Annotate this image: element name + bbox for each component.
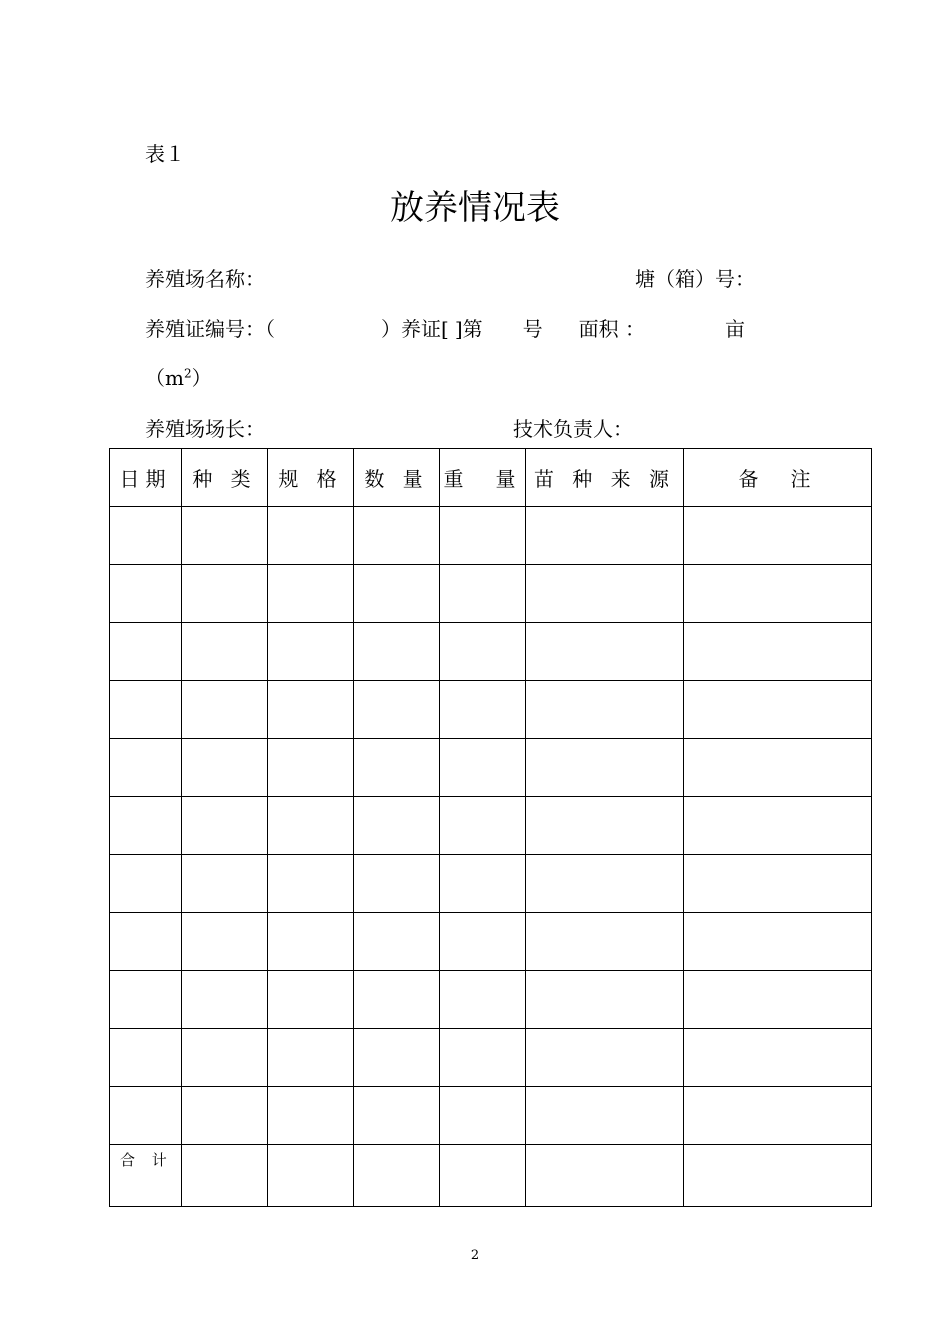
- table-cell[interactable]: [182, 971, 268, 1029]
- table-cell[interactable]: [110, 1029, 182, 1087]
- header-weight: 重 量: [440, 449, 526, 507]
- table-cell[interactable]: [110, 913, 182, 971]
- table-cell[interactable]: [354, 913, 440, 971]
- table-cell[interactable]: [440, 971, 526, 1029]
- table-cell[interactable]: [684, 855, 872, 913]
- table-cell[interactable]: [182, 797, 268, 855]
- table-cell[interactable]: [526, 913, 684, 971]
- table-cell[interactable]: [440, 623, 526, 681]
- table-number-label: 表１: [145, 142, 185, 166]
- table-cell[interactable]: [526, 565, 684, 623]
- table-cell[interactable]: [440, 1087, 526, 1145]
- table-cell[interactable]: [110, 681, 182, 739]
- farm-manager-label: 养殖场场长：: [145, 417, 265, 441]
- table-row: [110, 855, 872, 913]
- table-cell[interactable]: [354, 797, 440, 855]
- total-cell[interactable]: [182, 1145, 268, 1207]
- page-number: 2: [470, 1248, 480, 1263]
- farm-name-label: 养殖场名称：: [145, 267, 265, 291]
- total-cell[interactable]: [354, 1145, 440, 1207]
- table-cell[interactable]: [440, 1029, 526, 1087]
- table-row: [110, 739, 872, 797]
- area-unit-m2: [145, 362, 212, 391]
- header-size: 规 格: [268, 449, 354, 507]
- table-cell[interactable]: [268, 913, 354, 971]
- table-cell[interactable]: [684, 623, 872, 681]
- table-cell[interactable]: [110, 797, 182, 855]
- table-cell[interactable]: [268, 1087, 354, 1145]
- table-cell[interactable]: [684, 1029, 872, 1087]
- area-label: 面积 ：: [578, 317, 645, 341]
- table-cell[interactable]: [440, 797, 526, 855]
- table-header-row: [110, 449, 872, 507]
- table-cell[interactable]: [268, 971, 354, 1029]
- table-cell[interactable]: [182, 681, 268, 739]
- pond-number-label: 塘（箱）号：: [635, 267, 755, 291]
- table-cell[interactable]: [110, 507, 182, 565]
- area-unit-m2-close: ）: [191, 366, 212, 390]
- table-row: [110, 1087, 872, 1145]
- table-cell[interactable]: [182, 565, 268, 623]
- table-cell[interactable]: [268, 623, 354, 681]
- total-cell[interactable]: [526, 1145, 684, 1207]
- table-cell[interactable]: [354, 565, 440, 623]
- total-label: 合 计: [110, 1145, 182, 1207]
- release-table: [109, 448, 872, 1207]
- table-body: [110, 507, 872, 1207]
- table-row: [110, 623, 872, 681]
- table-row: [110, 565, 872, 623]
- table-row: [110, 1029, 872, 1087]
- table-cell[interactable]: [182, 507, 268, 565]
- table-cell[interactable]: [440, 565, 526, 623]
- table-cell[interactable]: [268, 739, 354, 797]
- header-remarks: 备 注: [684, 449, 872, 507]
- tech-lead-label: 技术负责人：: [513, 417, 633, 441]
- table-cell[interactable]: [354, 855, 440, 913]
- table-cell[interactable]: [268, 855, 354, 913]
- table-cell[interactable]: [440, 739, 526, 797]
- table-row: [110, 507, 872, 565]
- table-cell[interactable]: [526, 855, 684, 913]
- table-cell[interactable]: [440, 507, 526, 565]
- table-cell[interactable]: [110, 565, 182, 623]
- total-row: [110, 1145, 872, 1207]
- area-unit-mu: 亩: [724, 317, 745, 341]
- table-cell[interactable]: [110, 739, 182, 797]
- license-number-suffix: 号: [522, 317, 543, 341]
- table-cell[interactable]: [526, 1087, 684, 1145]
- table-row: [110, 681, 872, 739]
- table-cell[interactable]: [182, 1029, 268, 1087]
- table-cell[interactable]: [110, 623, 182, 681]
- table-cell[interactable]: [526, 1029, 684, 1087]
- table-cell[interactable]: [526, 507, 684, 565]
- table-cell[interactable]: [110, 855, 182, 913]
- table-cell[interactable]: [684, 913, 872, 971]
- table-cell[interactable]: [354, 681, 440, 739]
- table-cell[interactable]: [268, 565, 354, 623]
- table-cell[interactable]: [526, 971, 684, 1029]
- document-title: 放养情况表: [390, 188, 560, 228]
- area-unit-m2-open: （m: [145, 366, 184, 390]
- header-date: 日期: [110, 449, 182, 507]
- table-cell[interactable]: [110, 1087, 182, 1145]
- table-cell[interactable]: [182, 913, 268, 971]
- table-cell[interactable]: [684, 681, 872, 739]
- table-cell[interactable]: [440, 855, 526, 913]
- table-cell[interactable]: [354, 971, 440, 1029]
- table-cell[interactable]: [354, 739, 440, 797]
- header-quantity: 数 量: [354, 449, 440, 507]
- table-row: [110, 797, 872, 855]
- table-cell[interactable]: [526, 739, 684, 797]
- table-cell[interactable]: [354, 507, 440, 565]
- table-cell[interactable]: [268, 1029, 354, 1087]
- table-cell[interactable]: [684, 971, 872, 1029]
- total-cell[interactable]: [440, 1145, 526, 1207]
- table-cell[interactable]: [354, 1087, 440, 1145]
- table-cell[interactable]: [684, 797, 872, 855]
- table-cell[interactable]: [268, 797, 354, 855]
- table-cell[interactable]: [354, 1029, 440, 1087]
- table-row: [110, 971, 872, 1029]
- table-cell[interactable]: [182, 855, 268, 913]
- table-cell[interactable]: [182, 623, 268, 681]
- table-cell[interactable]: [182, 1087, 268, 1145]
- table-cell[interactable]: [526, 681, 684, 739]
- license-bracket-label: ]第: [454, 317, 483, 341]
- table-cell[interactable]: [684, 507, 872, 565]
- table-cell[interactable]: [268, 507, 354, 565]
- license-number-label: 养殖证编号：（: [145, 317, 275, 341]
- header-seed-source: 苗 种 来 源: [526, 449, 684, 507]
- table-cell[interactable]: [354, 623, 440, 681]
- table-cell[interactable]: [440, 913, 526, 971]
- license-number-line: [145, 313, 745, 342]
- table-cell[interactable]: [684, 565, 872, 623]
- table-cell[interactable]: [440, 681, 526, 739]
- table-cell[interactable]: [182, 739, 268, 797]
- table-cell[interactable]: [526, 623, 684, 681]
- table-cell[interactable]: [526, 797, 684, 855]
- area-unit-m2-sup: 2: [183, 366, 192, 381]
- license-close-label: ）养证[: [381, 317, 449, 341]
- table-cell[interactable]: [268, 681, 354, 739]
- total-cell[interactable]: [268, 1145, 354, 1207]
- table-cell[interactable]: [110, 971, 182, 1029]
- table-cell[interactable]: [684, 739, 872, 797]
- header-species: 种 类: [182, 449, 268, 507]
- total-cell[interactable]: [684, 1145, 872, 1207]
- table-row: [110, 913, 872, 971]
- table-cell[interactable]: [684, 1087, 872, 1145]
